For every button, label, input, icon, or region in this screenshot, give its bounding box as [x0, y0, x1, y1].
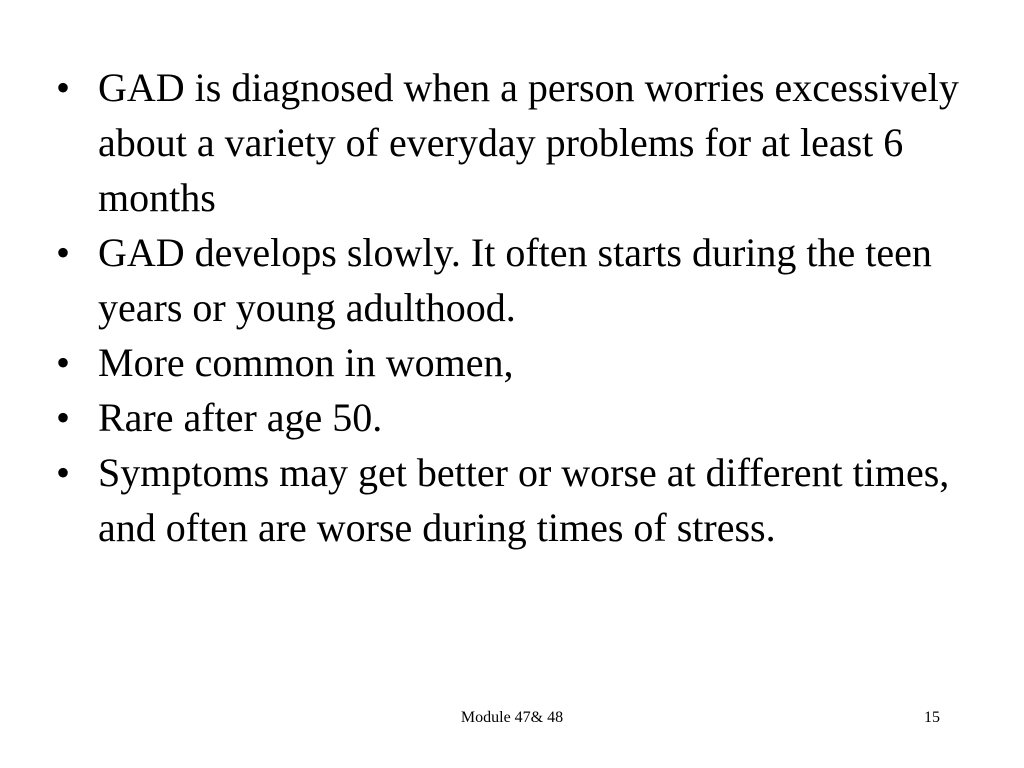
bullet-marker: •: [56, 340, 71, 385]
bullet-marker: •: [56, 230, 71, 275]
bullet-marker: •: [56, 65, 71, 110]
bullet-text: More common in women,: [98, 340, 514, 385]
bullet-item: [56, 335, 976, 390]
bullet-text: GAD develops slowly. It often starts during the teen years or young adulthood.: [98, 230, 932, 330]
footer-module-label: Module 47& 48: [460, 709, 564, 726]
bullet-marker: •: [56, 395, 71, 440]
slide-page-number: 15: [924, 709, 940, 726]
bullet-list: [56, 60, 976, 555]
bullet-marker: •: [56, 450, 71, 495]
bullet-text: Symptoms may get better or worse at different times, and often are worse during times of stress.: [98, 450, 950, 550]
bullet-item: [56, 60, 976, 225]
bullet-item: [56, 225, 976, 335]
bullet-item: [56, 445, 976, 555]
bullet-text: Rare after age 50.: [98, 395, 383, 440]
bullet-text: GAD is diagnosed when a person worries excessively about a variety of everyday problems for at least 6 months: [98, 65, 959, 220]
bullet-item: [56, 390, 976, 445]
